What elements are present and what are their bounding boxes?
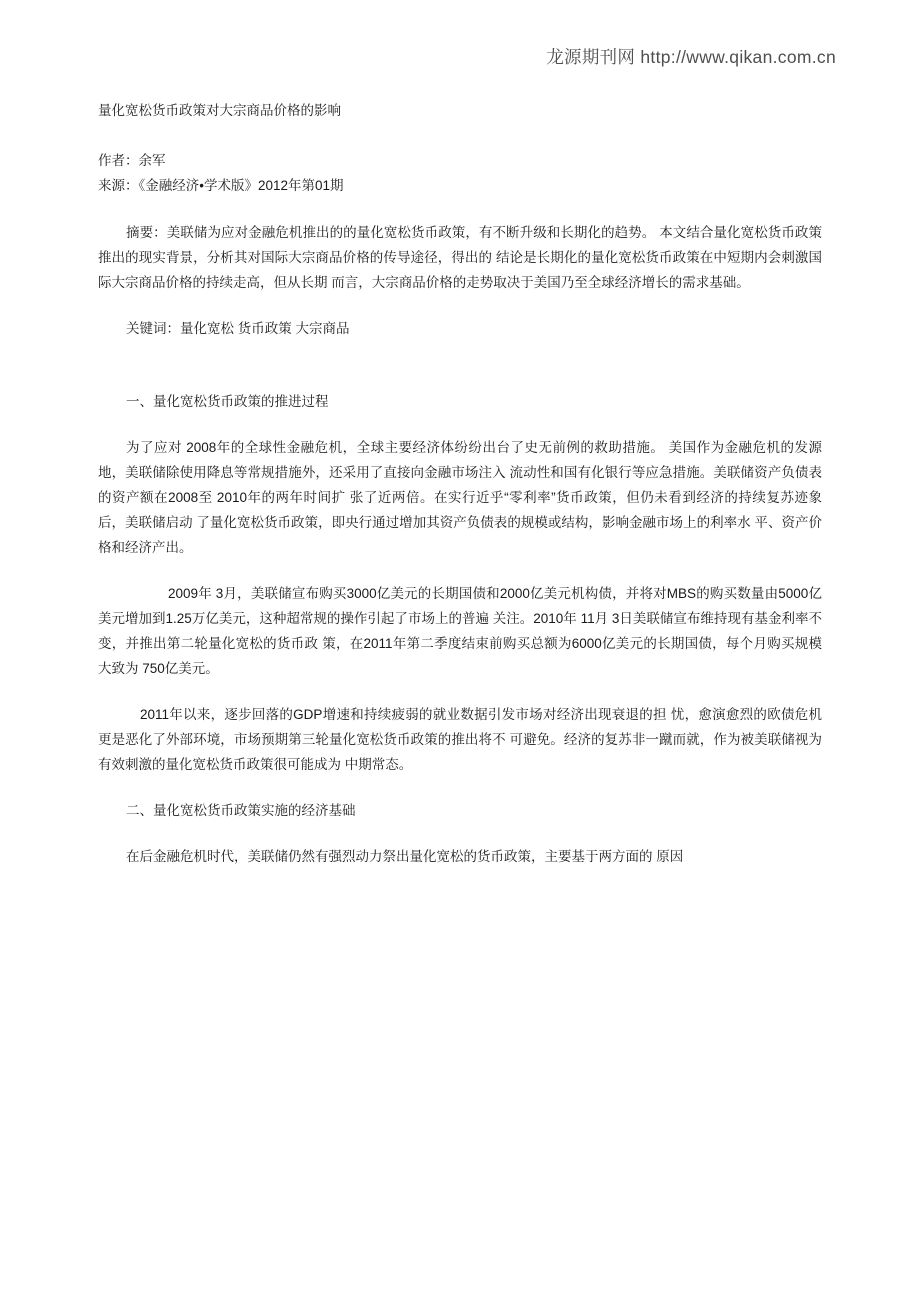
- author-line: 作者：余军: [98, 153, 166, 168]
- section2-paragraph-1: 在后金融危机时代，美联储仍然有强烈动力祭出量化宽松的货币政策，主要基于两方面的 原因: [126, 849, 684, 864]
- spacer: [98, 560, 822, 581]
- section1-paragraph-3: 2011年以来，逐步回落的GDP增速和持续疲弱的就业数据引发市场对经济出现衰退的担 忧，愈演愈烈的欧债危机更是恶化了外部环境，市场预期第三轮量化宽松货币政策的推出将不 可避免。经济的复苏非一蹴而就，作为被美联储视为有效刺激的量化宽松货币政策很可能成为 中期常态。: [98, 707, 822, 772]
- section1-paragraph-1: 为了应对 2008年的全球性金融危机，全球主要经济体纷纷出台了史无前例的救助措施。 美国作为金融危机的发源地，美联储除使用降息等常规措施外，还采用了直接向金融市场注入 流动性和国有化银行等应急措施。美联储资产负债表的资产额在2008至 2010年的两年时间扩 张了近两倍。在实行近乎“零利率”货币政策，但仍未看到经济的持续复苏迹象后，美联储启动 了量化宽松货币政策，即央行通过增加其资产负债表的规模或结构，影响金融市场上的利率水 平、资产价格和经济产出。: [98, 440, 822, 555]
- spacer: [98, 823, 822, 844]
- section-heading-2: 二、量化宽松货币政策实施的经济基础: [126, 803, 356, 818]
- spacer: [98, 198, 822, 220]
- spacer: [98, 414, 822, 435]
- source-line: 来源：《金融经济•学术版》2012年第01期: [98, 178, 344, 193]
- document-body: [98, 100, 822, 869]
- spacer: [98, 777, 822, 798]
- site-watermark: 龙源期刊网 http://www.qikan.com.cn: [546, 47, 836, 67]
- abstract-paragraph: 摘要：美联储为应对金融危机推出的的量化宽松货币政策，有不断升级和长期化的趋势。 本文结合量化宽松货币政策推出的现实背景，分析其对国际大宗商品价格的传导途径，得出的 结论是长期化的量化宽松货币政策在中短期内会刺激国际大宗商品价格的持续走高，但从长期 而言，大宗商品价格的走势取决于美国乃至全球经济增长的需求基础。: [98, 225, 822, 290]
- keywords-line: 关键词：量化宽松 货币政策 大宗商品: [126, 321, 350, 336]
- section-heading-1: 一、量化宽松货币政策的推进过程: [126, 394, 329, 409]
- spacer: [98, 341, 822, 389]
- section1-paragraph-2: 2009年 3月，美联储宣布购买3000亿美元的长期国债和2000亿美元机构债，并将对MBS的购买数量由5000亿美元增加到1.25万亿美元，这种超常规的操作引起了市场上的普遍 关注。2010年 11月 3日美联储宣布维持现有基金利率不变，并推出第二轮量化宽松的货币政 策，在2011年第二季度结束前购买总额为6000亿美元的长期国债，每个月购买规模大致为 750亿美元。: [98, 586, 822, 676]
- page-title: 量化宽松货币政策对大宗商品价格的影响: [98, 103, 341, 118]
- spacer: [98, 681, 822, 702]
- spacer: [98, 295, 822, 316]
